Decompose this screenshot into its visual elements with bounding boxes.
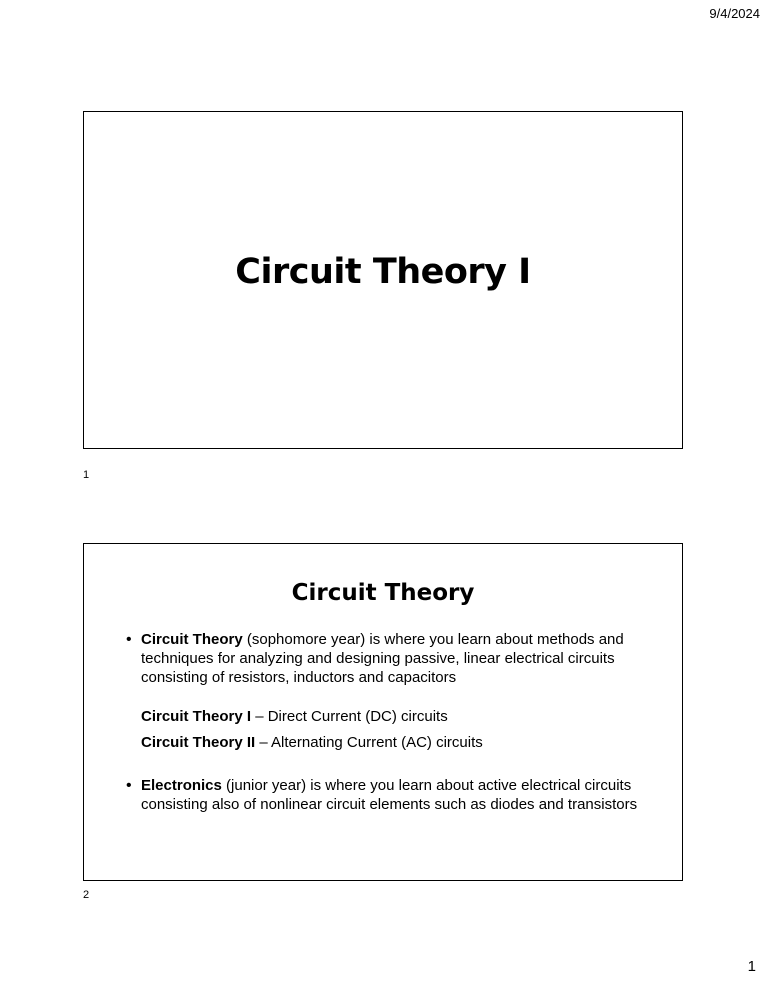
sub-item-text: – Direct Current (DC) circuits [251, 708, 448, 725]
slide-2-number: 2 [83, 889, 90, 901]
slide-1 [83, 111, 683, 449]
slide-2-title: Circuit Theory [291, 580, 475, 606]
sub-item [141, 707, 483, 726]
sub-item-text: – Alternating Current (AC) circuits [255, 734, 483, 751]
print-date: 9/4/2024 [709, 6, 760, 21]
bullet-item [126, 776, 666, 814]
sub-item-list [141, 707, 483, 759]
sub-item-bold-text: Circuit Theory II [141, 734, 256, 751]
bullet-bold-text: Circuit Theory [141, 631, 243, 648]
bullet-text: (junior year) is where you learn about active electrical circuits consisting also of nonlinear circuit elements such as diodes and transistors [141, 777, 638, 813]
bullet-item [126, 630, 666, 687]
slide-2 [83, 543, 683, 881]
sub-item-bold-text: Circuit Theory I [141, 708, 252, 725]
slide-1-title: Circuit Theory I [235, 252, 531, 292]
page-number: 1 [747, 958, 756, 975]
slide-1-number: 1 [83, 469, 90, 481]
bullet-text: (sophomore year) is where you learn about methods and techniques for analyzing and designing passive, linear electrical circuits consisting of resistors, inductors and capacitors [141, 631, 624, 686]
sub-item [141, 733, 483, 752]
bullet-dot-icon: • [126, 777, 132, 794]
bullet-dot-icon: • [126, 631, 132, 648]
bullet-bold-text: Electronics [141, 777, 222, 794]
